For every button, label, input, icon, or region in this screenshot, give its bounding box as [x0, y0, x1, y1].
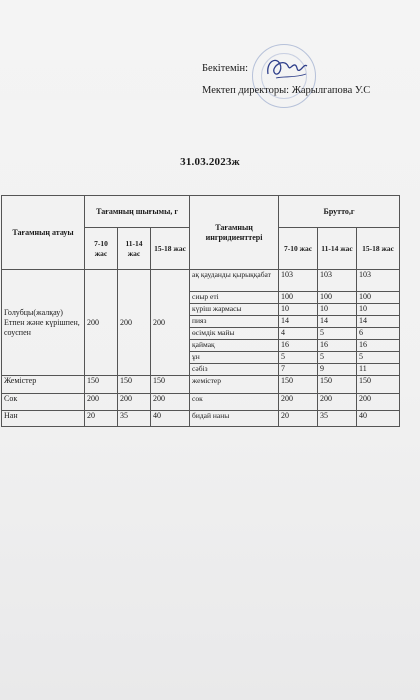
header-ingredients: Тағамның ингридиенттері	[190, 196, 279, 270]
ingredient-name: пияз	[190, 316, 279, 328]
ingredient-name: өсімдік майы	[190, 328, 279, 340]
ingredient-gross-1: 4	[279, 328, 318, 340]
ingredient-gross-2: 5	[318, 352, 357, 364]
ingredient-gross-3: 100	[357, 292, 400, 304]
ingredient-gross-2: 5	[318, 328, 357, 340]
ingredient-gross-2: 14	[318, 316, 357, 328]
ingredient-gross-1: 20	[279, 411, 318, 427]
dish-yield-2: 200	[118, 394, 151, 411]
ingredient-name: сок	[190, 394, 279, 411]
ingredient-gross-2: 9	[318, 364, 357, 376]
ingredient-gross-1: 14	[279, 316, 318, 328]
table-row	[2, 270, 400, 292]
director-name: Жарылгапова У.С	[291, 85, 371, 96]
gross-age-2: 11-14 жас	[318, 228, 357, 270]
ingredient-gross-3: 10	[357, 304, 400, 316]
ingredient-gross-2: 103	[318, 270, 357, 292]
yield-age-3: 15-18 жас	[151, 228, 190, 270]
ingredient-gross-2: 16	[318, 340, 357, 352]
ingredient-gross-3: 16	[357, 340, 400, 352]
menu-date: 31.03.2023ж	[180, 156, 240, 168]
main-dish-name: Голубцы(жалқау) Етпен және күрішпен, соуспен	[2, 270, 85, 376]
ingredient-name: қаймақ	[190, 340, 279, 352]
gross-age-1: 7-10 жас	[279, 228, 318, 270]
header-gross: Брутто,г	[279, 196, 400, 228]
ingredient-name: сиыр еті	[190, 292, 279, 304]
main-dish-yield-2: 200	[118, 270, 151, 376]
main-dish-yield-1: 200	[85, 270, 118, 376]
ingredient-gross-3: 103	[357, 270, 400, 292]
dish-yield-2: 35	[118, 411, 151, 427]
dish-yield-1: 200	[85, 394, 118, 411]
ingredient-gross-1: 200	[279, 394, 318, 411]
header-dish-name: Тағамның атауы	[2, 196, 85, 270]
ingredient-gross-2: 10	[318, 304, 357, 316]
main-dish-yield-3: 200	[151, 270, 190, 376]
yield-age-2: 11-14 жас	[118, 228, 151, 270]
dish-name: Жемістер	[2, 376, 85, 394]
dish-yield-3: 150	[151, 376, 190, 394]
table-row	[2, 411, 400, 427]
dish-yield-3: 200	[151, 394, 190, 411]
dish-yield-3: 40	[151, 411, 190, 427]
ingredient-gross-3: 150	[357, 376, 400, 394]
dish-name: Сок	[2, 394, 85, 411]
table-row	[2, 376, 400, 394]
yield-age-1: 7-10 жас	[85, 228, 118, 270]
director-line	[202, 80, 417, 102]
gross-age-3: 15-18 жас	[357, 228, 400, 270]
dish-yield-1: 20	[85, 411, 118, 427]
ingredient-gross-1: 5	[279, 352, 318, 364]
ingredient-gross-3: 5	[357, 352, 400, 364]
ingredient-gross-3: 200	[357, 394, 400, 411]
dish-yield-1: 150	[85, 376, 118, 394]
ingredient-gross-1: 10	[279, 304, 318, 316]
ingredient-gross-2: 35	[318, 411, 357, 427]
ingredient-gross-3: 14	[357, 316, 400, 328]
ingredient-gross-3: 11	[357, 364, 400, 376]
ingredient-gross-2: 200	[318, 394, 357, 411]
ingredient-gross-1: 7	[279, 364, 318, 376]
ingredient-gross-1: 100	[279, 292, 318, 304]
ingredient-name: бидай наны	[190, 411, 279, 427]
dish-yield-2: 150	[118, 376, 151, 394]
ingredient-name: күріш жармасы	[190, 304, 279, 316]
director-label: Мектеп директоры:	[202, 85, 290, 96]
ingredient-gross-1: 16	[279, 340, 318, 352]
ingredient-gross-1: 150	[279, 376, 318, 394]
ingredient-name: сәбіз	[190, 364, 279, 376]
table-row	[2, 394, 400, 411]
ingredient-name: ақ қауданды қырыққабат	[190, 270, 279, 292]
ingredient-gross-2: 100	[318, 292, 357, 304]
ingredient-gross-1: 103	[279, 270, 318, 292]
dish-name: Нан	[2, 411, 85, 427]
header-dish-yield: Тағамның шығымы, г	[85, 196, 190, 228]
ingredient-gross-2: 150	[318, 376, 357, 394]
ingredient-name: жемістер	[190, 376, 279, 394]
ingredient-gross-3: 40	[357, 411, 400, 427]
menu-table	[1, 195, 400, 427]
approved-label: Бекітемін:	[202, 63, 249, 74]
approval-block	[202, 58, 417, 102]
ingredient-gross-3: 6	[357, 328, 400, 340]
ingredient-name: ұн	[190, 352, 279, 364]
